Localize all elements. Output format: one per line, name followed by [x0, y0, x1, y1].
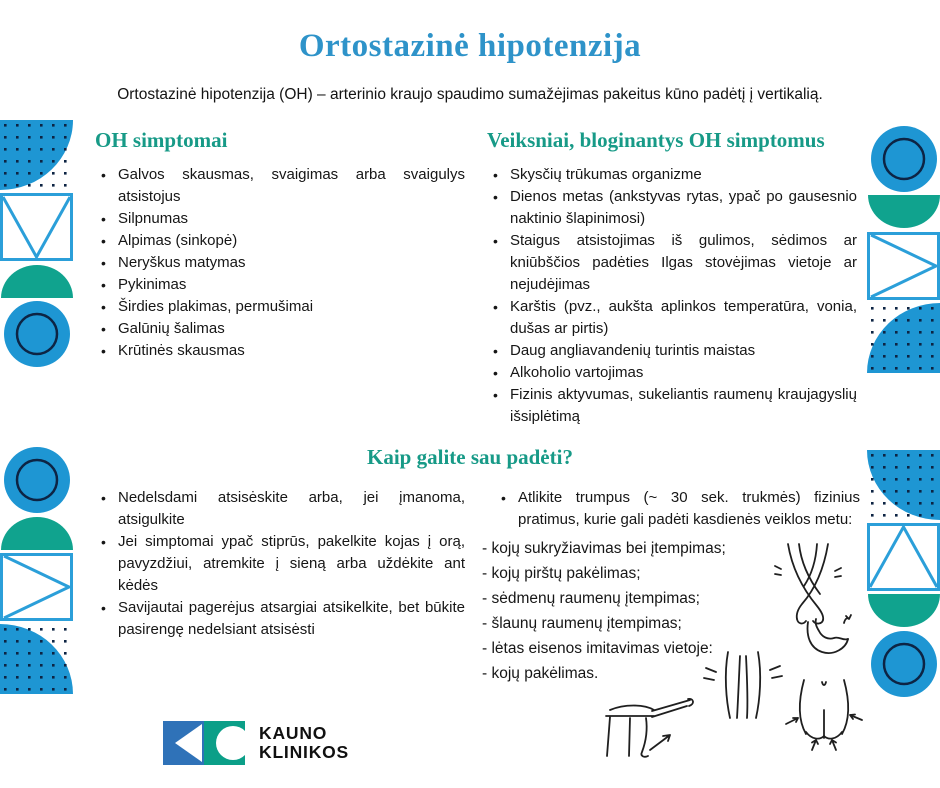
list-item: - kojų pakėlimas.: [482, 665, 599, 682]
logo-line2: KLINIKOS: [259, 742, 350, 762]
help-left-list: [95, 487, 465, 641]
semicircle-up-icon: [0, 264, 74, 298]
quarter-circle-dots-icon: [0, 624, 73, 694]
circle-ring-icon: [871, 126, 937, 192]
list-item: • Širdies plakimas, permušimai: [95, 296, 465, 318]
list-item: • Pykinimas: [95, 274, 465, 296]
semicircle-up-icon: [0, 516, 74, 550]
list-item: • Neryškus matymas: [95, 252, 465, 274]
list-item: • Atlikite trumpus (~ 30 sek. trukmės) fizinius pratimus, kurie gali padėti kasdienės veiklos metu:: [495, 487, 860, 531]
section-help-left: [95, 487, 465, 641]
semicircle-down-icon: [867, 195, 940, 229]
list-item: - kojų pirštų pakėlimas;: [482, 565, 641, 582]
list-item: • Karštis (pvz., aukšta aplinkos temperatūra, vonia, dušas ar pirtis): [487, 296, 857, 340]
list-item: - šlaunų raumenų įtempimas;: [482, 615, 682, 632]
circle-ring-icon: [4, 301, 70, 367]
list-item: - lėtas eisenos imitavimas vietoje:: [482, 640, 713, 657]
logo-text: [259, 724, 349, 762]
decoration-column-bottom-right: [867, 450, 940, 697]
list-item: • Savijautai pagerėjus atsargiai atsikelkite, bet būkite pasirengę nedelsiant atsisėsti: [95, 597, 465, 641]
section-factors: [487, 128, 857, 428]
triangle-down-square-icon: [0, 193, 73, 261]
list-item: • Krūtinės skausmas: [95, 340, 465, 362]
symptoms-list: [95, 164, 465, 362]
list-item: - kojų sukryžiavimas bei įtempimas;: [482, 540, 726, 557]
circle-ring-icon: [871, 631, 937, 697]
quarter-circle-dots-icon: [0, 120, 73, 190]
factors-heading: Veiksniai, bloginantys OH simptomus: [487, 128, 825, 152]
kauno-klinikos-logo: [163, 720, 349, 766]
logo-line1: KAUNO: [259, 723, 328, 743]
kauno-klinikos-logo-icon: [163, 720, 245, 766]
triangle-right-square-icon: [867, 232, 940, 300]
list-item: • Staigus atsistojimas iš gulimos, sėdimos ar kniūbščios padėties Ilgas stovėjimas vietoje ar nejudėjimas: [487, 230, 857, 296]
list-item: • Galūnių šalimas: [95, 318, 465, 340]
triangle-up-square-icon: [867, 523, 940, 591]
list-item: • Alpimas (sinkopė): [95, 230, 465, 252]
decoration-column-top-left: [0, 120, 73, 367]
list-item: • Skysčių trūkumas organizme: [487, 164, 857, 186]
semicircle-down-icon: [867, 594, 940, 628]
factors-list: [487, 164, 857, 428]
quarter-circle-dots-icon: [867, 303, 940, 373]
help-heading: Kaip galite sau padėti?: [367, 445, 573, 469]
subtitle: Ortostazinė hipotenzija (OH) – arterinio kraujo spaudimo sumažėjimas pakeitus kūno padėtį į vertikalią.: [117, 86, 823, 103]
list-item: • Dienos metas (ankstyvas rytas, ypač po gausesnio naktinio šlapinimosi): [487, 186, 857, 230]
section-symptoms: [95, 128, 465, 362]
thigh-muscles-illustration: [700, 650, 784, 720]
list-item: • Fizinis aktyvumas, sukeliantis raumenų kraujagyslių išsiplėtimą: [487, 384, 857, 428]
glutes-illustration: [782, 676, 866, 754]
list-item: • Jei simptomai ypač stiprūs, pakelkite kojas į orą, pavyzdžiui, atremkite į sieną arba uždėkite ant kėdės: [95, 531, 465, 597]
list-item: • Galvos skausmas, svaigimas arba svaigulys atsistojus: [95, 164, 465, 208]
list-item: • Nedelsdami atsisėskite arba, jei įmanoma, atsigulkite: [95, 487, 465, 531]
decoration-column-bottom-left: [0, 447, 73, 694]
help-right-intro-list: [495, 487, 860, 531]
list-item: • Silpnumas: [95, 208, 465, 230]
list-item: • Daug angliavandenių turintis maistas: [487, 340, 857, 362]
list-item: • Alkoholio vartojimas: [487, 362, 857, 384]
list-item: - sėdmenų raumenų įtempimas;: [482, 590, 700, 607]
page-title: Ortostazinė hipotenzija: [298, 28, 642, 64]
symptoms-heading: OH simptomai: [95, 128, 228, 152]
seated-leg-raise-illustration: [600, 686, 700, 762]
decoration-column-top-right: [867, 126, 940, 373]
triangle-right-square-icon: [0, 553, 73, 621]
foot-lift-illustration: [800, 612, 854, 660]
